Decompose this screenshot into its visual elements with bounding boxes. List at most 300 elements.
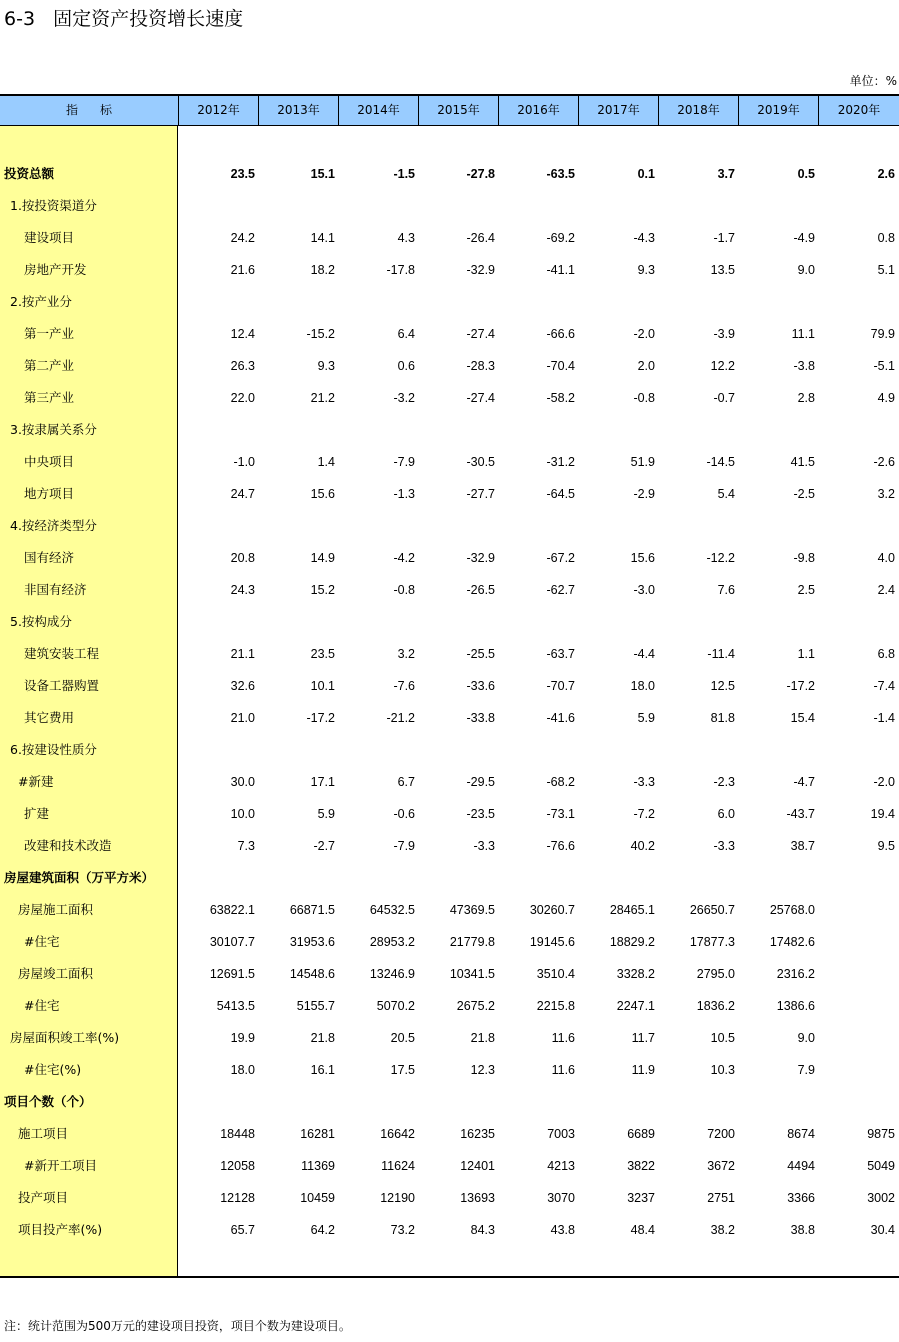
- value-cell: -68.2: [546, 775, 575, 789]
- value-cell: [815, 190, 895, 222]
- row-label: 改建和技术改造: [24, 838, 112, 853]
- table-row: [0, 894, 899, 926]
- value-cell: 9.0: [797, 263, 815, 277]
- value-cell: 31953.6: [289, 935, 335, 949]
- value-cell: -21.2: [386, 711, 415, 725]
- value-cell: [655, 510, 735, 542]
- row-label: 项目个数（个）: [4, 1094, 92, 1109]
- value-cell: -4.9: [793, 231, 815, 245]
- value-cell: 12128: [220, 1191, 255, 1205]
- value-cell: -30.5: [466, 455, 495, 469]
- value-cell: -11.4: [707, 647, 735, 661]
- table-row: [0, 990, 899, 1022]
- value-cell: [735, 606, 815, 638]
- value-cell: 11369: [301, 1159, 335, 1173]
- row-label: 4.按经济类型分: [10, 518, 97, 533]
- value-cell: 12691.5: [209, 967, 255, 981]
- value-cell: [495, 286, 575, 318]
- value-cell: 11.9: [631, 1063, 655, 1077]
- table-row: [0, 254, 899, 286]
- value-cell: 5070.2: [376, 999, 415, 1013]
- value-cell: [815, 926, 895, 958]
- value-cell: 2.6: [877, 167, 895, 181]
- value-cell: 11.7: [631, 1031, 655, 1045]
- value-cell: [175, 510, 255, 542]
- value-cell: 21.6: [230, 263, 255, 277]
- value-cell: 15.4: [790, 711, 815, 725]
- value-cell: 18.2: [310, 263, 335, 277]
- value-cell: [335, 606, 415, 638]
- value-cell: -4.4: [633, 647, 655, 661]
- value-cell: -3.2: [393, 391, 415, 405]
- value-cell: -4.7: [793, 775, 815, 789]
- value-cell: 3366: [787, 1191, 815, 1205]
- value-cell: 14.1: [310, 231, 335, 245]
- value-cell: 43.8: [550, 1223, 575, 1237]
- value-cell: 38.8: [790, 1223, 815, 1237]
- value-cell: 20.5: [390, 1031, 415, 1045]
- table-row: [0, 830, 899, 862]
- value-cell: -69.2: [546, 231, 575, 245]
- value-cell: -43.7: [786, 807, 815, 821]
- row-label: 第一产业: [24, 326, 75, 341]
- value-cell: [575, 606, 655, 638]
- value-cell: -3.8: [793, 359, 815, 373]
- value-cell: 21.8: [310, 1031, 335, 1045]
- value-cell: 26.3: [230, 359, 255, 373]
- value-cell: -66.6: [546, 327, 575, 341]
- row-label: 2.按产业分: [10, 294, 72, 309]
- row-label: 中央项目: [24, 454, 75, 469]
- value-cell: [735, 510, 815, 542]
- value-cell: 13.5: [710, 263, 735, 277]
- table-row: [0, 670, 899, 702]
- value-cell: [735, 734, 815, 766]
- value-cell: -1.3: [393, 487, 415, 501]
- value-cell: 84.3: [470, 1223, 495, 1237]
- value-cell: [335, 734, 415, 766]
- value-cell: 6.0: [717, 807, 735, 821]
- value-cell: 12.4: [230, 327, 255, 341]
- value-cell: 28465.1: [609, 903, 655, 917]
- row-label: #新开工项目: [24, 1158, 97, 1173]
- value-cell: 2751: [707, 1191, 735, 1205]
- value-cell: [735, 414, 815, 446]
- value-cell: 10341.5: [449, 967, 495, 981]
- row-label: 房屋面积竣工率(%): [10, 1030, 120, 1045]
- value-cell: -27.8: [466, 167, 495, 181]
- table-row: [0, 638, 899, 670]
- table-header-row: [0, 94, 899, 126]
- value-cell: 51.9: [630, 455, 655, 469]
- value-cell: -3.3: [473, 839, 495, 853]
- row-label: 其它费用: [24, 710, 75, 725]
- value-cell: -1.0: [233, 455, 255, 469]
- value-cell: [815, 894, 895, 926]
- value-cell: -12.2: [706, 551, 735, 565]
- value-cell: [815, 734, 895, 766]
- value-cell: -23.5: [466, 807, 495, 821]
- value-cell: -63.7: [546, 647, 575, 661]
- table-bottom-rule: [0, 1276, 899, 1278]
- value-cell: -7.4: [873, 679, 895, 693]
- value-cell: -9.8: [793, 551, 815, 565]
- value-cell: -26.4: [466, 231, 495, 245]
- value-cell: 2.8: [797, 391, 815, 405]
- table-row: [0, 478, 899, 510]
- value-cell: 4.0: [877, 551, 895, 565]
- value-cell: 11.6: [551, 1063, 575, 1077]
- header-year-cell: 2019年: [738, 96, 818, 125]
- value-cell: -64.5: [546, 487, 575, 501]
- row-label: 房屋施工面积: [18, 902, 94, 917]
- value-cell: [815, 414, 895, 446]
- row-label: 3.按隶属关系分: [10, 422, 97, 437]
- value-cell: 13246.9: [369, 967, 415, 981]
- footnote: 注：统计范围为500万元的建设项目投资，项目个数为建设项目。: [4, 1319, 351, 1333]
- value-cell: 21779.8: [449, 935, 495, 949]
- value-cell: 4.9: [877, 391, 895, 405]
- value-cell: -2.0: [633, 327, 655, 341]
- value-cell: 1836.2: [696, 999, 735, 1013]
- table-row: [0, 446, 899, 478]
- value-cell: 3070: [547, 1191, 575, 1205]
- value-cell: [495, 1086, 575, 1118]
- table-row: [0, 222, 899, 254]
- value-cell: 64532.5: [369, 903, 415, 917]
- value-cell: [815, 606, 895, 638]
- value-cell: 17877.3: [689, 935, 735, 949]
- value-cell: 38.7: [790, 839, 815, 853]
- value-cell: [415, 862, 495, 894]
- value-cell: -41.1: [546, 263, 575, 277]
- value-cell: [415, 286, 495, 318]
- value-cell: [175, 734, 255, 766]
- value-cell: 9.3: [637, 263, 655, 277]
- value-cell: 0.6: [397, 359, 415, 373]
- value-cell: 15.6: [630, 551, 655, 565]
- value-cell: 2.4: [877, 583, 895, 597]
- value-cell: -4.3: [633, 231, 655, 245]
- value-cell: -73.1: [546, 807, 575, 821]
- table-row: [0, 734, 899, 766]
- table-row: [0, 862, 899, 894]
- value-cell: -2.0: [873, 775, 895, 789]
- value-cell: 7200: [707, 1127, 735, 1141]
- value-cell: 10.1: [310, 679, 335, 693]
- value-cell: -14.5: [706, 455, 735, 469]
- row-label: #住宅(%): [24, 1062, 82, 1077]
- value-cell: -32.9: [466, 551, 495, 565]
- value-cell: [495, 510, 575, 542]
- value-cell: 1386.6: [776, 999, 815, 1013]
- value-cell: -27.7: [466, 487, 495, 501]
- value-cell: [415, 414, 495, 446]
- table-row: [0, 318, 899, 350]
- value-cell: 23.5: [230, 167, 255, 181]
- value-cell: 5.9: [317, 807, 335, 821]
- value-cell: -0.8: [393, 583, 415, 597]
- value-cell: [575, 862, 655, 894]
- value-cell: [575, 510, 655, 542]
- value-cell: 3822: [627, 1159, 655, 1173]
- row-label: 非国有经济: [24, 582, 87, 597]
- value-cell: [255, 1086, 335, 1118]
- value-cell: 7003: [547, 1127, 575, 1141]
- value-cell: 5.9: [637, 711, 655, 725]
- row-label: #新建: [18, 774, 54, 789]
- value-cell: [255, 606, 335, 638]
- value-cell: [815, 1086, 895, 1118]
- value-cell: 10.3: [710, 1063, 735, 1077]
- table-row: [0, 286, 899, 318]
- value-cell: 4.3: [397, 231, 415, 245]
- value-cell: -3.9: [713, 327, 735, 341]
- value-cell: 16642: [380, 1127, 415, 1141]
- value-cell: 47369.5: [449, 903, 495, 917]
- value-cell: 12058: [220, 1159, 255, 1173]
- value-cell: -70.7: [546, 679, 575, 693]
- value-cell: [335, 190, 415, 222]
- table-row: [0, 766, 899, 798]
- table-row: [0, 158, 899, 190]
- value-cell: [735, 190, 815, 222]
- value-cell: -76.6: [546, 839, 575, 853]
- value-cell: 0.8: [877, 231, 895, 245]
- value-cell: -15.2: [306, 327, 335, 341]
- value-cell: -1.5: [393, 167, 415, 181]
- value-cell: 3328.2: [616, 967, 655, 981]
- value-cell: 15.2: [310, 583, 335, 597]
- value-cell: 3510.4: [536, 967, 575, 981]
- value-cell: -0.7: [713, 391, 735, 405]
- value-cell: [815, 1054, 895, 1086]
- header-year-cell: 2014年: [338, 96, 418, 125]
- value-cell: 0.1: [637, 167, 655, 181]
- value-cell: 18.0: [630, 679, 655, 693]
- value-cell: 12.5: [710, 679, 735, 693]
- row-label: 1.按投资渠道分: [10, 198, 97, 213]
- value-cell: [495, 190, 575, 222]
- value-cell: 30.4: [870, 1223, 895, 1237]
- row-label: 设备工器购置: [24, 678, 100, 693]
- value-cell: 17.5: [390, 1063, 415, 1077]
- value-cell: 18448: [220, 1127, 255, 1141]
- value-cell: 5049: [867, 1159, 895, 1173]
- value-cell: [255, 734, 335, 766]
- value-cell: [655, 414, 735, 446]
- table-row: [0, 1022, 899, 1054]
- value-cell: 64.2: [310, 1223, 335, 1237]
- value-cell: -58.2: [546, 391, 575, 405]
- value-cell: 12.2: [710, 359, 735, 373]
- value-cell: 17482.6: [769, 935, 815, 949]
- value-cell: -27.4: [466, 391, 495, 405]
- value-cell: 63822.1: [209, 903, 255, 917]
- table-row: [0, 702, 899, 734]
- value-cell: 3237: [627, 1191, 655, 1205]
- value-cell: [815, 510, 895, 542]
- value-cell: 7.9: [797, 1063, 815, 1077]
- value-cell: -31.2: [546, 455, 575, 469]
- value-cell: 6.4: [397, 327, 415, 341]
- value-cell: 30.0: [230, 775, 255, 789]
- value-cell: [575, 286, 655, 318]
- value-cell: 19.4: [870, 807, 895, 821]
- value-cell: -32.9: [466, 263, 495, 277]
- value-cell: 3.2: [877, 487, 895, 501]
- value-cell: 40.2: [630, 839, 655, 853]
- header-year-cell: 2015年: [418, 96, 498, 125]
- value-cell: [175, 1086, 255, 1118]
- value-cell: 2675.2: [456, 999, 495, 1013]
- table-row: [0, 414, 899, 446]
- value-cell: 30107.7: [209, 935, 255, 949]
- value-cell: 24.2: [230, 231, 255, 245]
- value-cell: [655, 286, 735, 318]
- value-cell: 5.4: [717, 487, 735, 501]
- row-label: 第三产业: [24, 390, 75, 405]
- table-row: [0, 1214, 899, 1246]
- value-cell: -7.2: [633, 807, 655, 821]
- value-cell: 26650.7: [689, 903, 735, 917]
- value-cell: [655, 734, 735, 766]
- table-row: [0, 542, 899, 574]
- value-cell: [255, 414, 335, 446]
- value-cell: 16281: [300, 1127, 335, 1141]
- value-cell: 9.3: [317, 359, 335, 373]
- value-cell: 18.0: [230, 1063, 255, 1077]
- table-row: [0, 190, 899, 222]
- value-cell: 3.2: [397, 647, 415, 661]
- value-cell: [655, 862, 735, 894]
- value-cell: -1.4: [873, 711, 895, 725]
- data-table: [0, 94, 899, 1278]
- value-cell: -2.3: [713, 775, 735, 789]
- value-cell: 12.3: [470, 1063, 495, 1077]
- value-cell: [495, 862, 575, 894]
- value-cell: 21.0: [230, 711, 255, 725]
- value-cell: 9875: [867, 1127, 895, 1141]
- value-cell: 12401: [460, 1159, 495, 1173]
- value-cell: -2.9: [633, 487, 655, 501]
- value-cell: 1.4: [317, 455, 335, 469]
- row-label: 房屋建筑面积（万平方米）: [4, 870, 155, 885]
- value-cell: 48.4: [630, 1223, 655, 1237]
- value-cell: [255, 510, 335, 542]
- value-cell: -1.7: [713, 231, 735, 245]
- table-row: [0, 510, 899, 542]
- value-cell: 4213: [547, 1159, 575, 1173]
- value-cell: -63.5: [546, 167, 575, 181]
- value-cell: [655, 190, 735, 222]
- value-cell: 7.6: [717, 583, 735, 597]
- unit-label: 单位：%: [849, 74, 897, 88]
- value-cell: -25.5: [466, 647, 495, 661]
- value-cell: 3002: [867, 1191, 895, 1205]
- value-cell: -7.6: [393, 679, 415, 693]
- value-cell: -2.6: [873, 455, 895, 469]
- value-cell: 4494: [787, 1159, 815, 1173]
- value-cell: -17.8: [386, 263, 415, 277]
- value-cell: -17.2: [786, 679, 815, 693]
- row-label: 地方项目: [24, 486, 75, 501]
- value-cell: -62.7: [546, 583, 575, 597]
- value-cell: 30260.7: [529, 903, 575, 917]
- table-row: [0, 1054, 899, 1086]
- value-cell: [655, 1086, 735, 1118]
- header-year-cell: 2016年: [498, 96, 578, 125]
- value-cell: [815, 958, 895, 990]
- value-cell: -3.3: [633, 775, 655, 789]
- value-cell: 20.8: [230, 551, 255, 565]
- value-cell: [175, 190, 255, 222]
- row-label: 房屋竣工面积: [18, 966, 94, 981]
- value-cell: [495, 414, 575, 446]
- value-cell: -26.5: [466, 583, 495, 597]
- value-cell: -41.6: [546, 711, 575, 725]
- value-cell: 28953.2: [369, 935, 415, 949]
- value-cell: 14548.6: [289, 967, 335, 981]
- value-cell: 24.7: [230, 487, 255, 501]
- value-cell: [415, 190, 495, 222]
- value-cell: [815, 286, 895, 318]
- value-cell: 16.1: [310, 1063, 335, 1077]
- value-cell: 24.3: [230, 583, 255, 597]
- value-cell: 11.1: [791, 327, 815, 341]
- value-cell: -28.3: [466, 359, 495, 373]
- value-cell: [815, 1022, 895, 1054]
- value-cell: [415, 510, 495, 542]
- value-cell: 14.9: [310, 551, 335, 565]
- value-cell: 2247.1: [616, 999, 655, 1013]
- value-cell: [575, 1086, 655, 1118]
- row-label: 建设项目: [24, 230, 75, 245]
- table-row: [0, 1150, 899, 1182]
- row-label: 5.按构成分: [10, 614, 72, 629]
- value-cell: -33.6: [466, 679, 495, 693]
- row-label: 扩建: [24, 806, 50, 821]
- value-cell: 10.0: [230, 807, 255, 821]
- table-row: [0, 1182, 899, 1214]
- header-year-cell: 2020年: [818, 96, 899, 125]
- row-label: #住宅: [24, 934, 60, 949]
- row-label: #住宅: [24, 998, 60, 1013]
- value-cell: 73.2: [390, 1223, 415, 1237]
- value-cell: 65.7: [230, 1223, 255, 1237]
- value-cell: -3.0: [633, 583, 655, 597]
- value-cell: -29.5: [466, 775, 495, 789]
- value-cell: [255, 862, 335, 894]
- row-label: 6.按建设性质分: [10, 742, 97, 757]
- value-cell: [415, 606, 495, 638]
- value-cell: -2.5: [793, 487, 815, 501]
- row-label: 项目投产率(%): [18, 1222, 103, 1237]
- value-cell: 5.1: [877, 263, 895, 277]
- value-cell: 2.5: [797, 583, 815, 597]
- table-row: [0, 926, 899, 958]
- value-cell: 1.1: [797, 647, 815, 661]
- value-cell: 17.1: [310, 775, 335, 789]
- value-cell: [175, 862, 255, 894]
- value-cell: -33.8: [466, 711, 495, 725]
- value-cell: -27.4: [466, 327, 495, 341]
- value-cell: [255, 286, 335, 318]
- table-row: [0, 382, 899, 414]
- value-cell: 79.9: [870, 327, 895, 341]
- value-cell: -17.2: [306, 711, 335, 725]
- value-cell: -5.1: [873, 359, 895, 373]
